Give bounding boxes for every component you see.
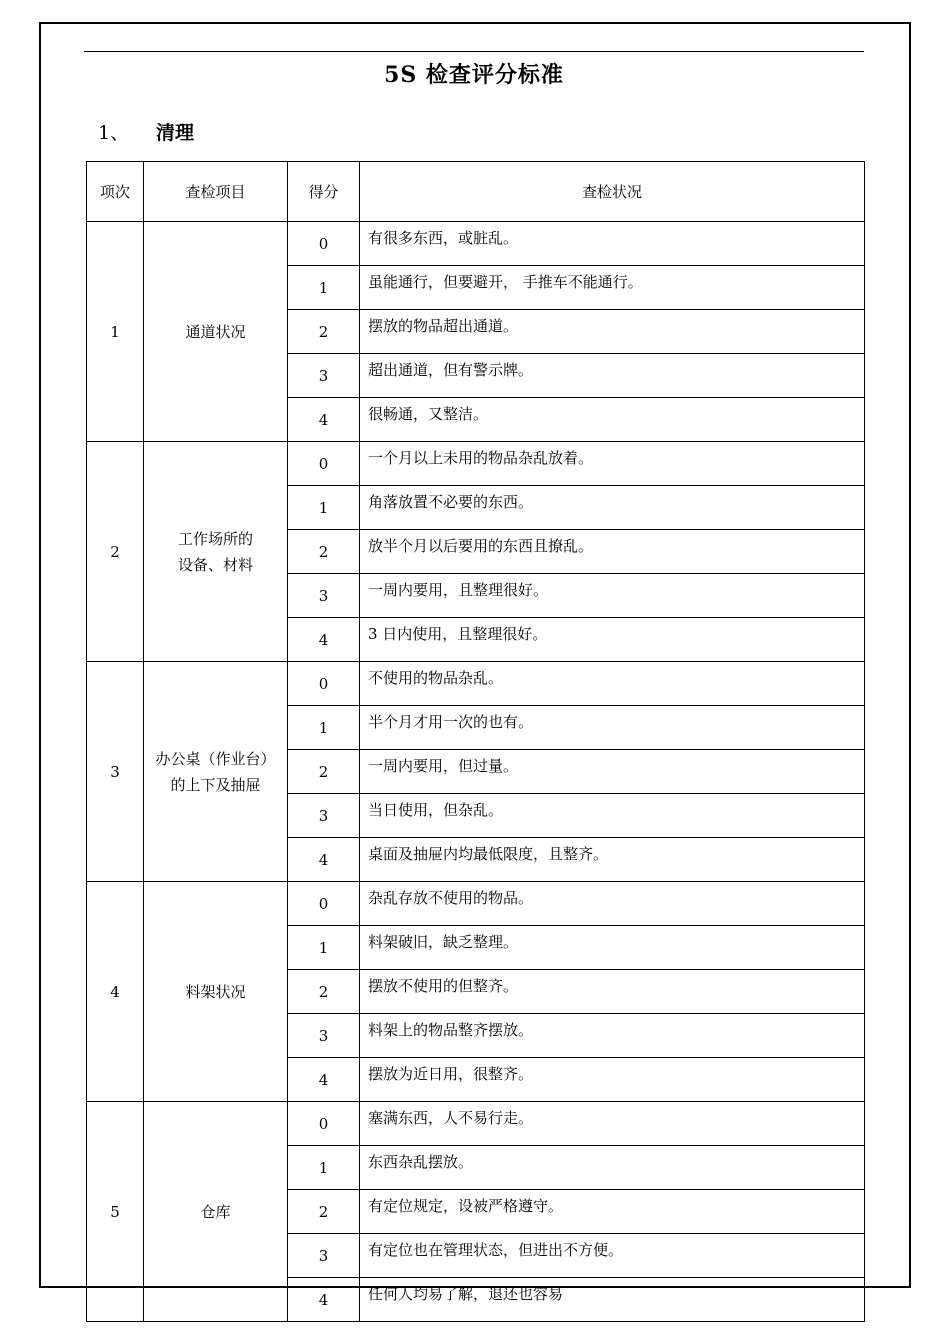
- section-heading: [98, 118, 194, 145]
- cell-condition: 超出通道，但有警示牌。: [360, 354, 865, 398]
- table-row: [87, 442, 865, 486]
- cell-condition: 当日使用，但杂乱。: [360, 794, 865, 838]
- cell-condition: 任何人均易了解，退还也容易: [360, 1278, 865, 1322]
- cell-condition: 一周内要用，但过量。: [360, 750, 865, 794]
- cell-item: 办公桌（作业台） 的上下及抽屉: [144, 662, 288, 882]
- cell-index: 3: [87, 662, 144, 882]
- cell-score: 0: [288, 442, 360, 486]
- cell-score: 0: [288, 882, 360, 926]
- cell-index: 5: [87, 1102, 144, 1322]
- section-name: 清理: [156, 122, 195, 144]
- cell-condition: 一个月以上未用的物品杂乱放着。: [360, 442, 865, 486]
- cell-condition: 杂乱存放不使用的物品。: [360, 882, 865, 926]
- cell-condition: 半个月才用一次的也有。: [360, 706, 865, 750]
- cell-score: 2: [288, 310, 360, 354]
- cell-condition: 有很多东西，或脏乱。: [360, 222, 865, 266]
- cell-score: 2: [288, 1190, 360, 1234]
- document-title: 5S 检查评分标准: [384, 62, 564, 88]
- cell-score: 1: [288, 1146, 360, 1190]
- cell-condition: 有定位规定，设被严格遵守。: [360, 1190, 865, 1234]
- header-condition: 查检状况: [360, 162, 865, 222]
- section-number: 1、: [98, 122, 130, 144]
- cell-score: 2: [288, 750, 360, 794]
- cell-condition: 摆放的物品超出通道。: [360, 310, 865, 354]
- cell-condition: 塞满东西，人不易行走。: [360, 1102, 865, 1146]
- cell-score: 0: [288, 1102, 360, 1146]
- table-row: [87, 222, 865, 266]
- cell-index: 2: [87, 442, 144, 662]
- table-row: [87, 882, 865, 926]
- cell-condition: 东西杂乱摆放。: [360, 1146, 865, 1190]
- cell-item: 工作场所的 设备、材料: [144, 442, 288, 662]
- cell-score: 0: [288, 662, 360, 706]
- cell-score: 4: [288, 618, 360, 662]
- cell-condition: 很畅通，又整洁。: [360, 398, 865, 442]
- cell-score: 4: [288, 1058, 360, 1102]
- table-header-row: [87, 162, 865, 222]
- cell-condition: 有定位也在管理状态，但进出不方便。: [360, 1234, 865, 1278]
- cell-score: 1: [288, 926, 360, 970]
- cell-score: 3: [288, 1014, 360, 1058]
- table-row: [87, 1102, 865, 1146]
- cell-item: 通道状况: [144, 222, 288, 442]
- table-row: [87, 662, 865, 706]
- cell-score: 4: [288, 1278, 360, 1322]
- cell-condition: 角落放置不必要的东西。: [360, 486, 865, 530]
- cell-condition: 桌面及抽屉内均最低限度，且整齐。: [360, 838, 865, 882]
- cell-condition: 虽能通行，但要避开， 手推车不能通行。: [360, 266, 865, 310]
- header-score: 得分: [288, 162, 360, 222]
- cell-score: 4: [288, 398, 360, 442]
- cell-condition: 不使用的物品杂乱。: [360, 662, 865, 706]
- cell-condition: 料架破旧，缺乏整理。: [360, 926, 865, 970]
- cell-item: 仓库: [144, 1102, 288, 1322]
- cell-condition: 3 日内使用，且整理很好。: [360, 618, 865, 662]
- cell-score: 0: [288, 222, 360, 266]
- cell-score: 2: [288, 970, 360, 1014]
- cell-condition: 料架上的物品整齐摆放。: [360, 1014, 865, 1058]
- cell-index: 4: [87, 882, 144, 1102]
- inspection-table: [86, 161, 865, 1322]
- cell-score: 2: [288, 530, 360, 574]
- cell-condition: 摆放为近日用，很整齐。: [360, 1058, 865, 1102]
- header-rule: [84, 51, 864, 52]
- cell-score: 1: [288, 266, 360, 310]
- cell-index: 1: [87, 222, 144, 442]
- cell-condition: 摆放不使用的但整齐。: [360, 970, 865, 1014]
- cell-condition: 一周内要用，且整理很好。: [360, 574, 865, 618]
- cell-score: 4: [288, 838, 360, 882]
- cell-score: 3: [288, 574, 360, 618]
- header-index: 项次: [87, 162, 144, 222]
- cell-score: 1: [288, 706, 360, 750]
- cell-score: 3: [288, 354, 360, 398]
- cell-score: 1: [288, 486, 360, 530]
- cell-item: 料架状况: [144, 882, 288, 1102]
- header-item: 查检项目: [144, 162, 288, 222]
- cell-condition: 放半个月以后要用的东西且撩乱。: [360, 530, 865, 574]
- cell-score: 3: [288, 794, 360, 838]
- cell-score: 3: [288, 1234, 360, 1278]
